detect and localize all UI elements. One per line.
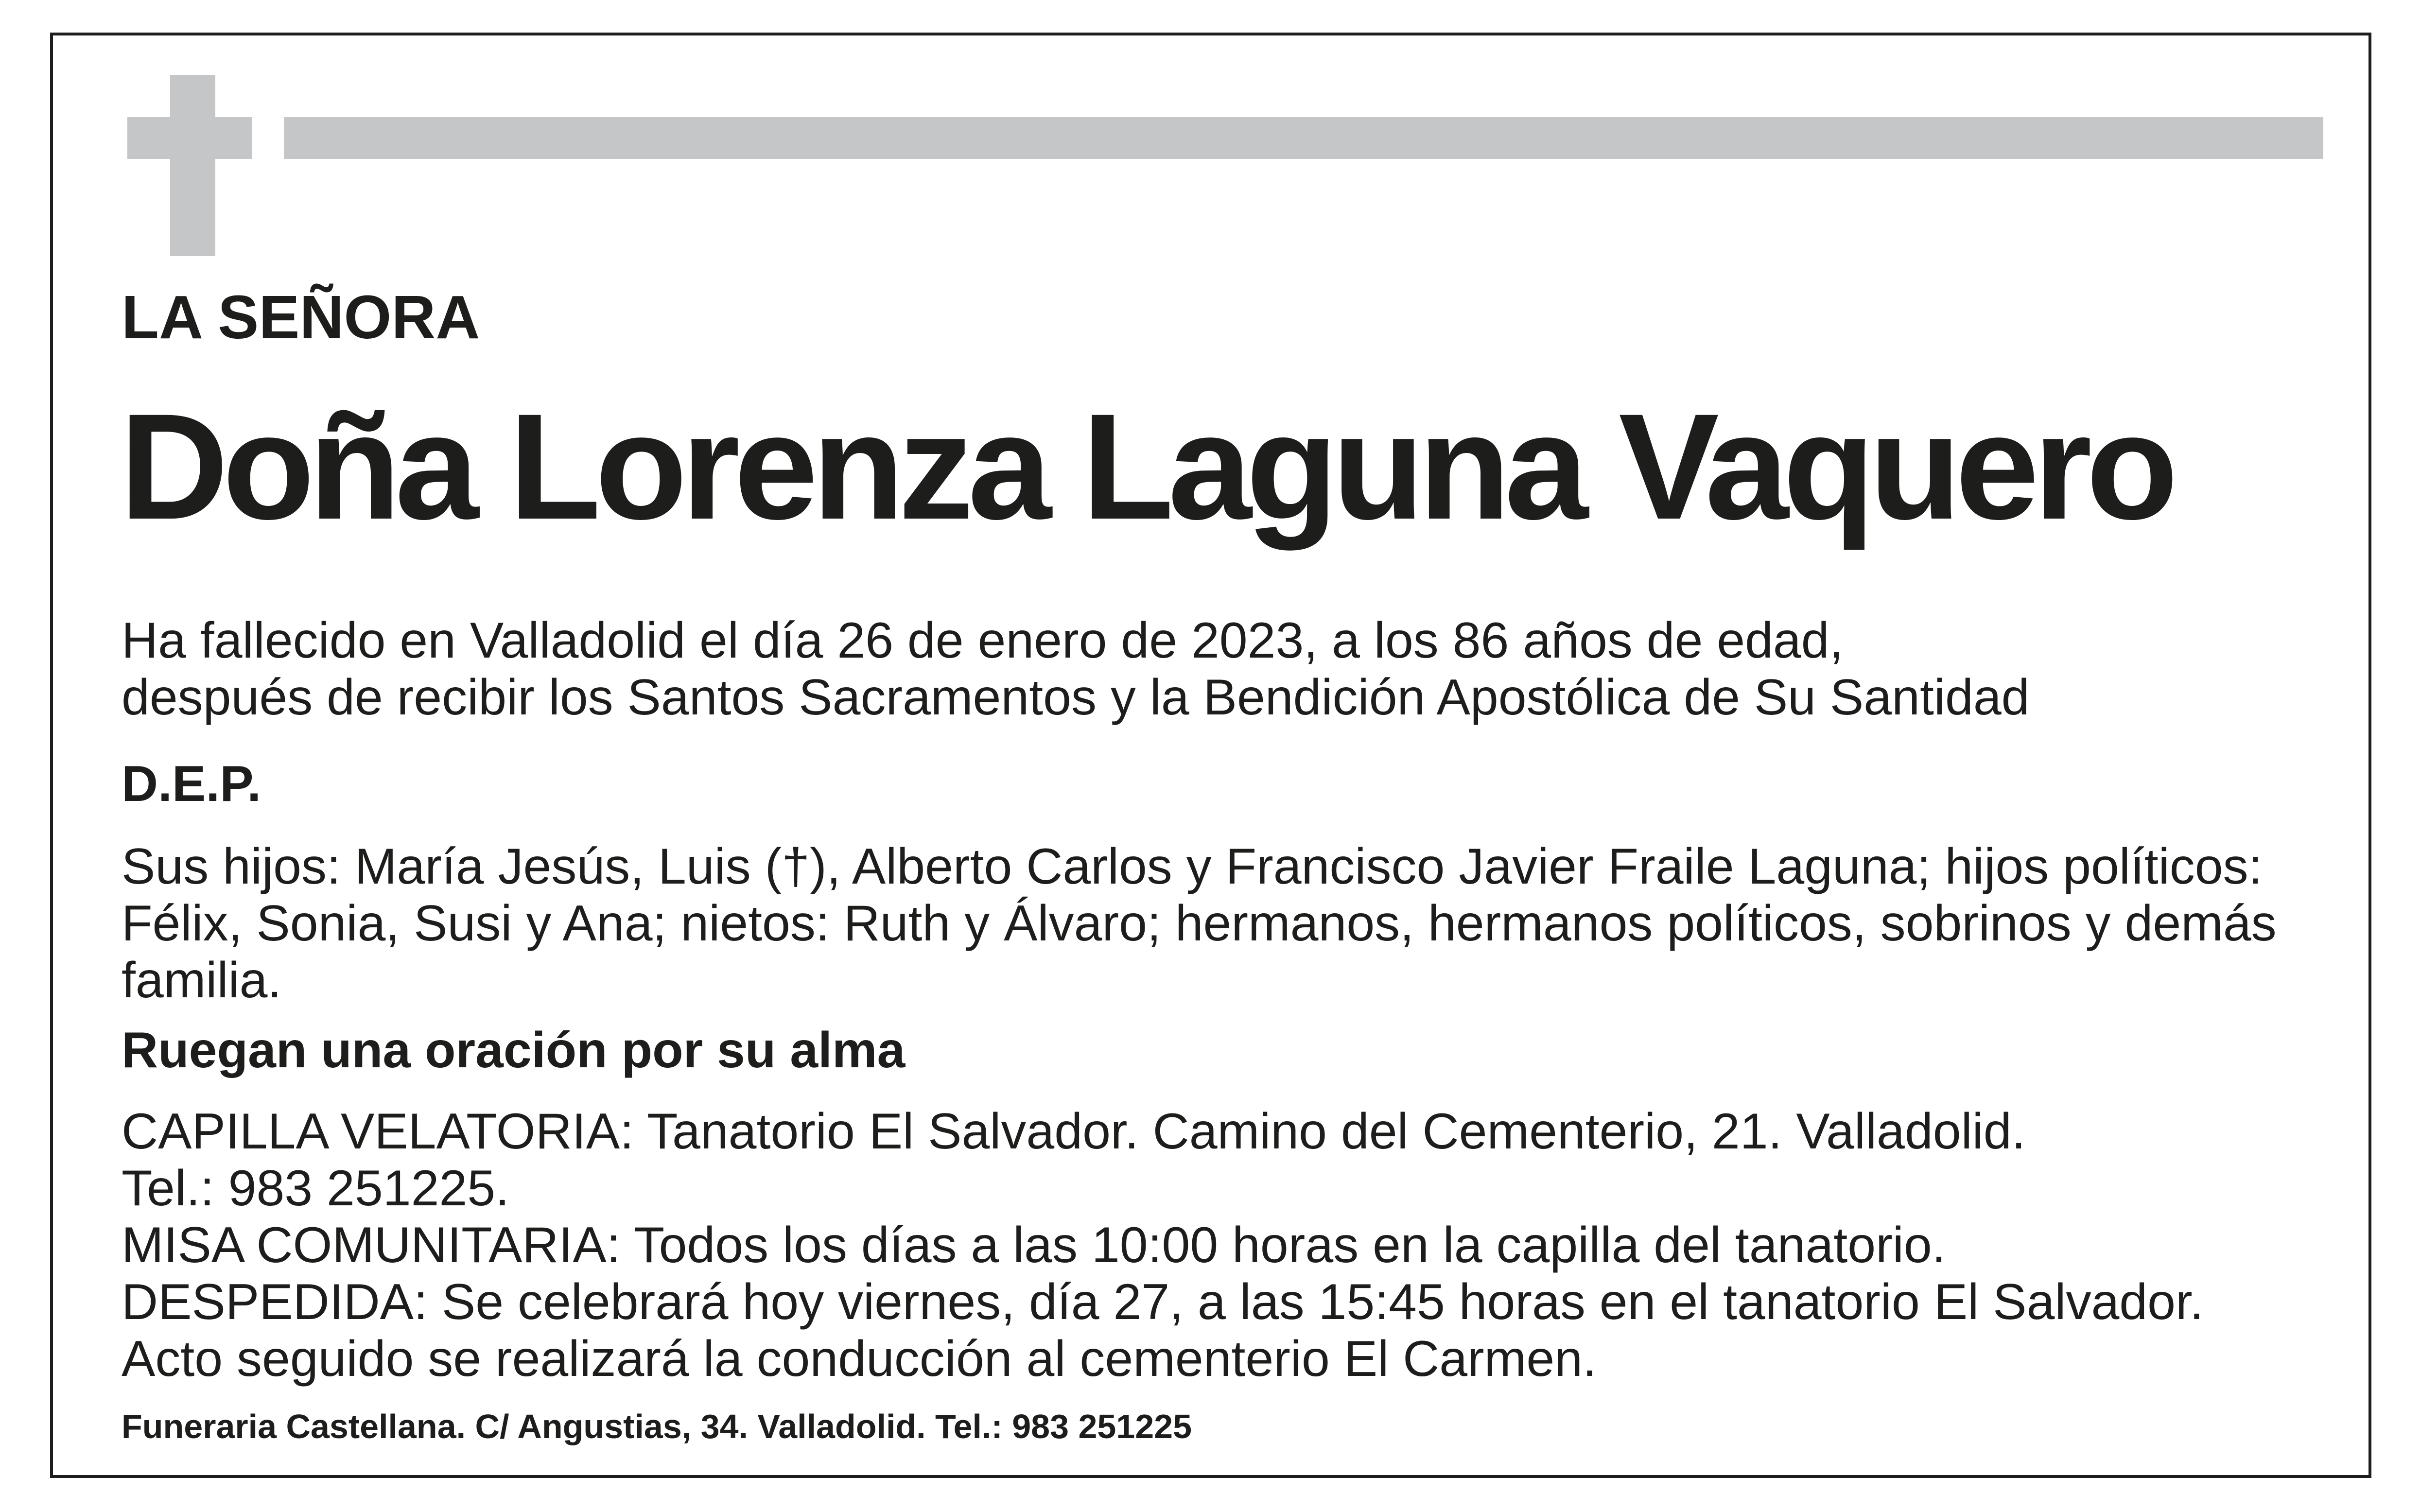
funeral-home-footer: Funeraria Castellana. C/ Angustias, 34. Valladolid. Tel.: 983 251225 bbox=[122, 1408, 1192, 1445]
header-rule bbox=[284, 117, 2323, 159]
cross-horizontal-bar bbox=[127, 117, 252, 159]
prayer-request: Ruegan una oración por su alma bbox=[122, 1022, 906, 1078]
detail-line: DESPEDIDA: Se celebrará hoy viernes, día 27, a las 15:45 horas en el tanatorio El Salvador. bbox=[122, 1274, 2204, 1330]
service-details bbox=[122, 1103, 2338, 1388]
deceased-name: Doña Lorenza Laguna Vaquero bbox=[120, 382, 2173, 551]
detail-line: MISA COMUNITARIA: Todos los días a las 10:00 horas en la capilla del tanatorio. bbox=[122, 1217, 1946, 1273]
detail-line: Tel.: 983 251225. bbox=[122, 1160, 509, 1217]
detail-line: Acto seguido se realizará la conducción al cementerio El Carmen. bbox=[122, 1331, 1597, 1387]
family-text: Sus hijos: María Jesús, Luis (†), Alberto Carlos y Francisco Javier Fraile Laguna; hijos políticos: Félix, Sonia, Susi y Ana; nietos: Ruth y Álvaro; hermanos, hermanos políticos, sobrinos y demás familia. bbox=[122, 838, 2277, 1008]
announcement-line: Ha fallecido en Valladolid el día 26 de enero de 2023, a los 86 años de edad, bbox=[122, 612, 1844, 669]
death-announcement bbox=[122, 612, 2338, 726]
detail-line: CAPILLA VELATORIA: Tanatorio El Salvador. Camino del Cementerio, 21. Valladolid. bbox=[122, 1103, 2026, 1160]
family-list bbox=[122, 838, 2338, 1009]
rip-label: D.E.P. bbox=[122, 756, 261, 812]
announcement-line: después de recibir los Santos Sacramentos y la Bendición Apostólica de Su Santidad bbox=[122, 669, 2030, 726]
cross-vertical-bar bbox=[170, 75, 215, 256]
pretitle: LA SEÑORA bbox=[122, 283, 480, 351]
